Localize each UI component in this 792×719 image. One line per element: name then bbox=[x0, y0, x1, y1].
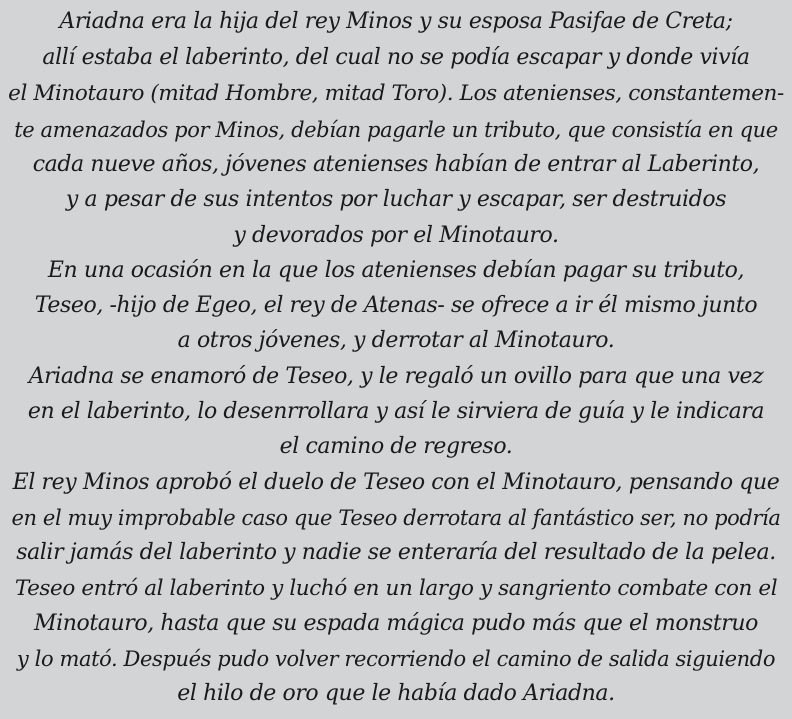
text-line: En una ocasión en la que los atenienses debían pagar su tributo, bbox=[47, 258, 745, 283]
text-line: Teseo, -hijo de Egeo, el rey de Atenas- se ofrece a ir él mismo junto bbox=[34, 293, 758, 318]
text-line: Ariadna se enamoró de Teseo, y le regaló un ovillo para que una vez bbox=[28, 364, 764, 389]
text-line: allí estaba el laberinto, del cual no se podía escapar y donde vivía bbox=[42, 45, 750, 70]
text-line: el hilo de oro que le había dado Ariadna. bbox=[177, 681, 615, 706]
text-line: en el laberinto, lo desenrrollara y así le sirviera de guía y le indicara bbox=[27, 399, 765, 424]
text-line: salir jamás del laberinto y nadie se enteraría del resultado de la pelea. bbox=[16, 540, 776, 565]
text-line: y lo mató. Después pudo volver recorriendo el camino de salida siguiendo bbox=[16, 647, 776, 671]
text-line: y devorados por el Minotauro. bbox=[233, 223, 559, 248]
text-line: Ariadna era la hija del rey Minos y su esposa Pasifae de Creta; bbox=[59, 9, 733, 34]
text-line: el Minotauro (mitad Hombre, mitad Toro). Los atenienses, constantemen- bbox=[8, 81, 784, 106]
text-line: a otros jóvenes, y derrotar al Minotauro. bbox=[177, 328, 615, 353]
text-line: en el muy improbable caso que Teseo derrotara al fantástico ser, no podría bbox=[11, 506, 781, 530]
text-line: Teseo entró al laberinto y luchó en un largo y sangriento combate con el bbox=[14, 576, 778, 601]
text-line: te amenazados por Minos, debían pagarle un tributo, que consistía en que bbox=[14, 118, 778, 142]
text-line: y a pesar de sus intentos por luchar y escapar, ser destruidos bbox=[65, 187, 727, 212]
text-line: Minotauro, hasta que su espada mágica pudo más que el monstruo bbox=[33, 611, 758, 636]
text-line: El rey Minos aprobó el duelo de Teseo con el Minotauro, pensando que bbox=[12, 470, 780, 495]
text-line: el camino de regreso. bbox=[279, 434, 513, 459]
text-line: cada nueve años, jóvenes atenienses habían de entrar al Laberinto, bbox=[32, 152, 760, 177]
